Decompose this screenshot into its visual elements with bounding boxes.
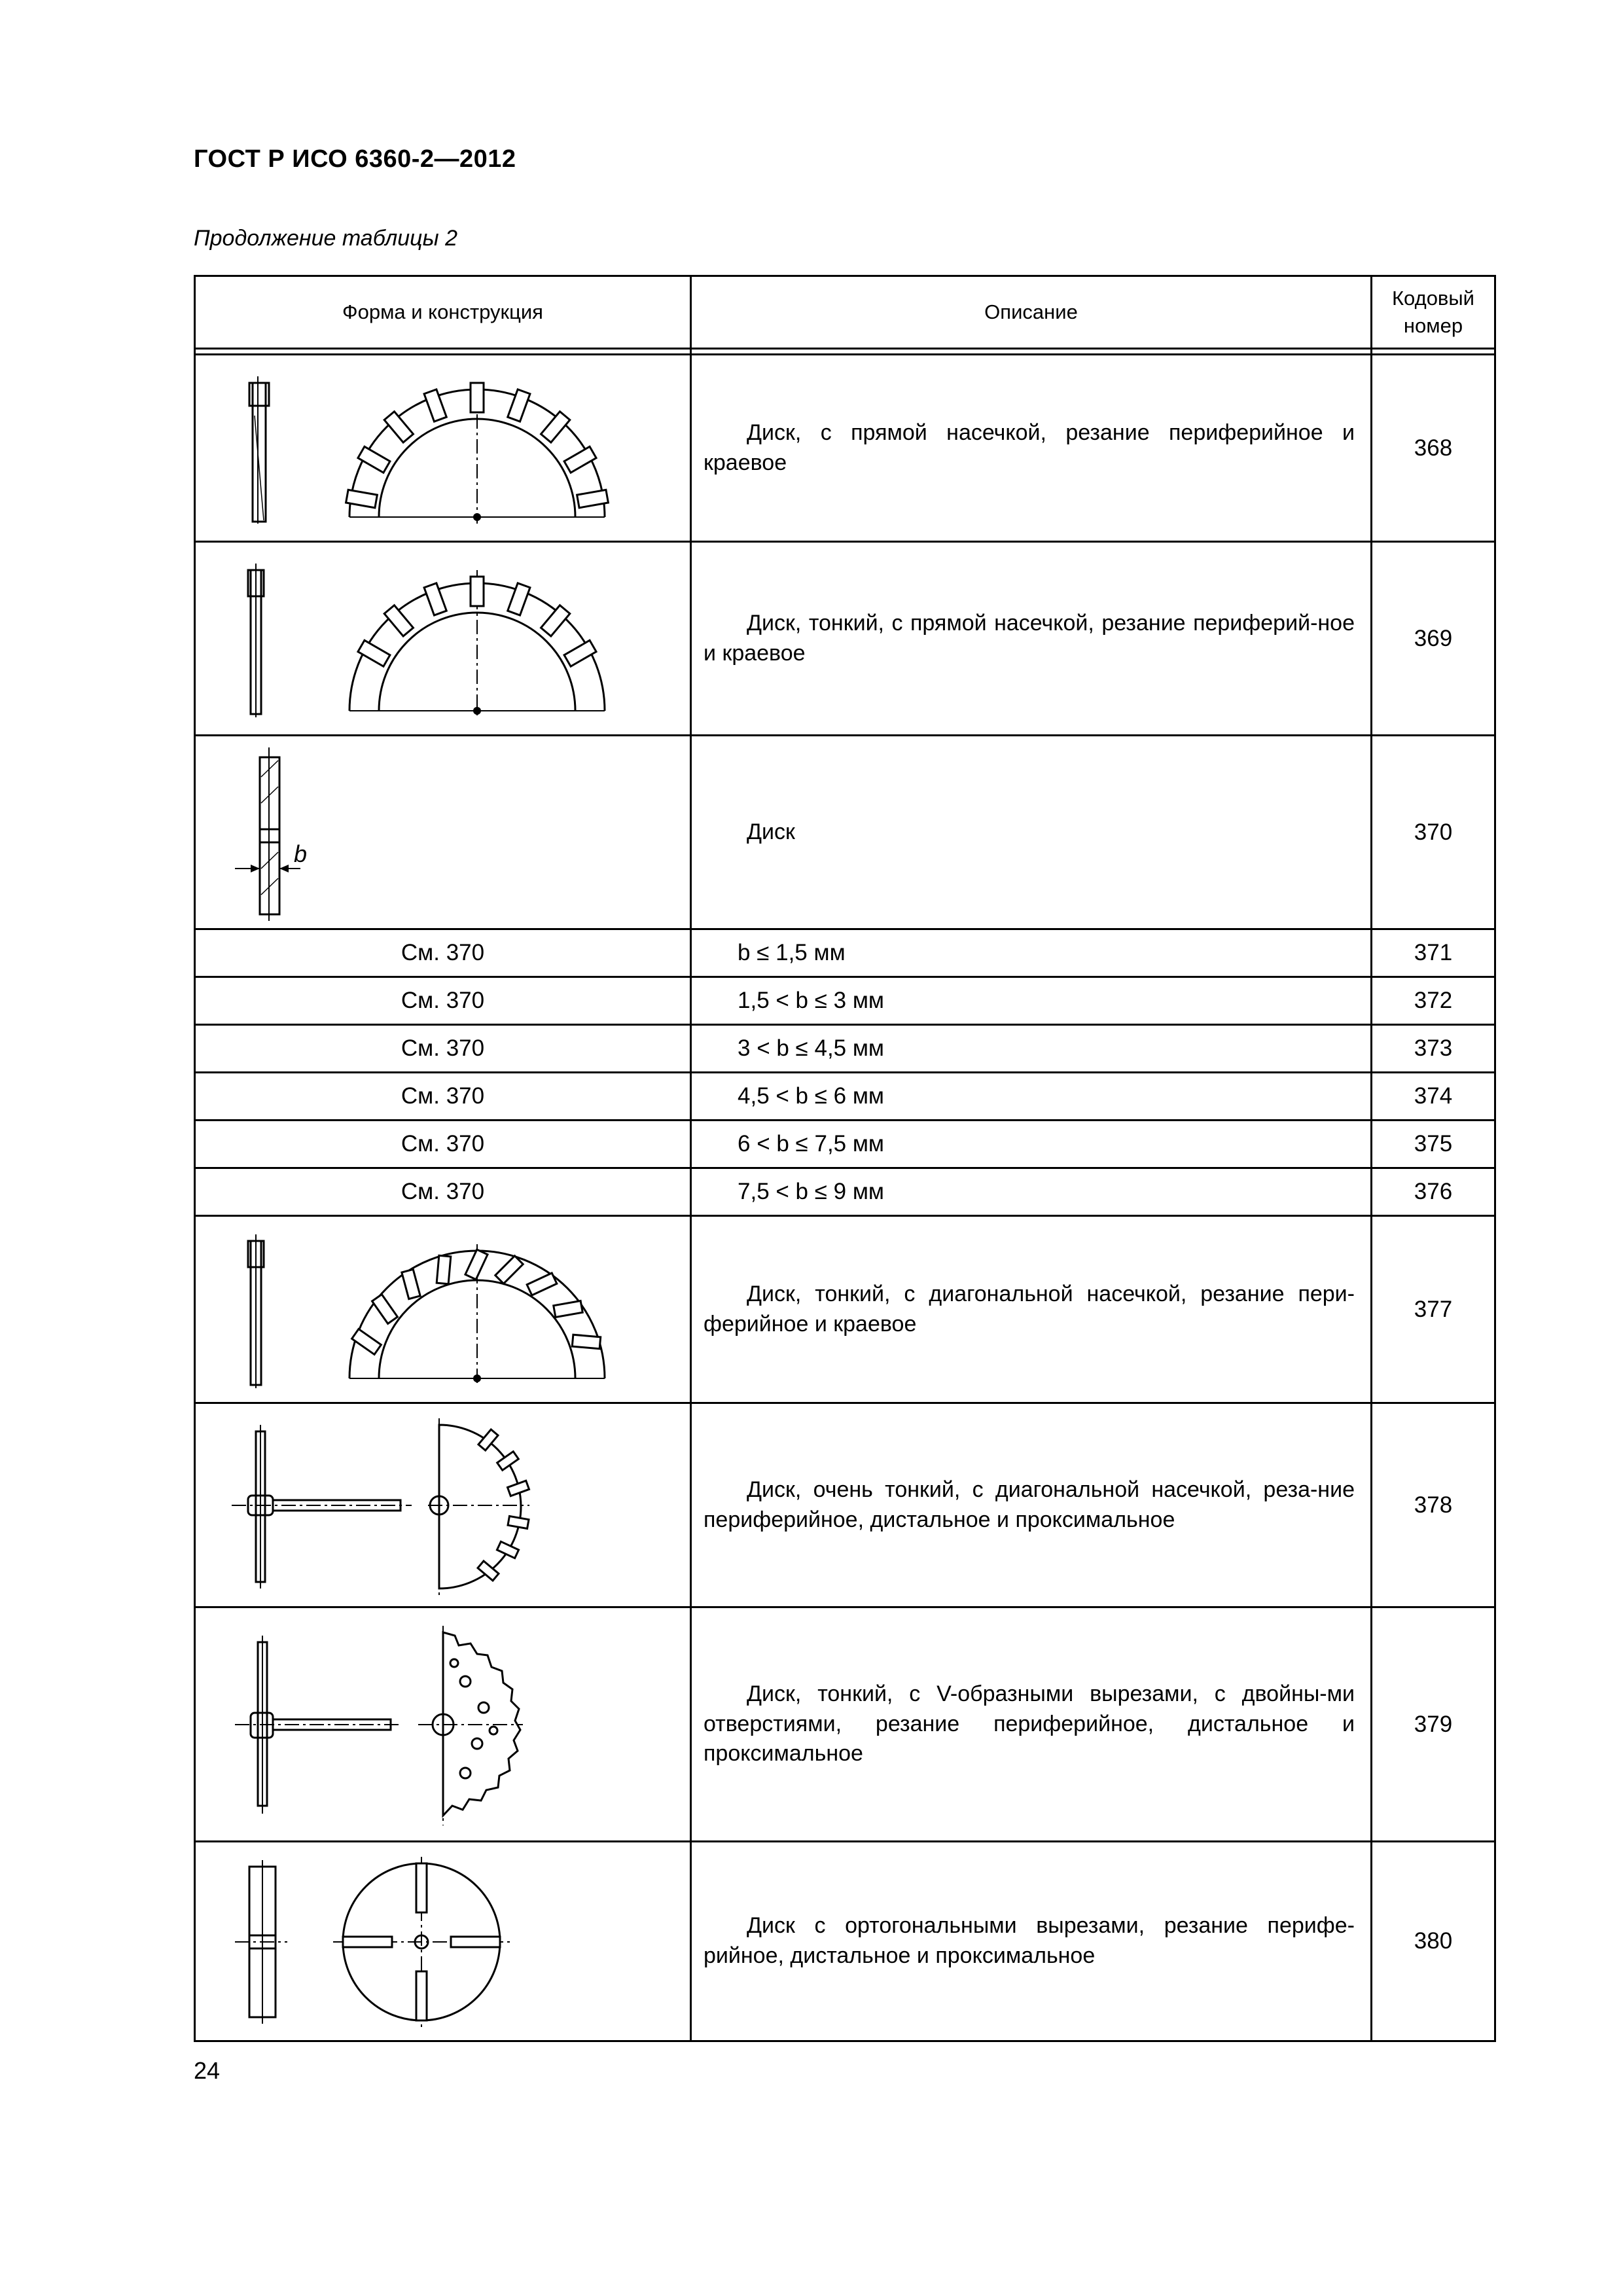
row-ref: См. 370	[195, 977, 691, 1025]
table-row	[195, 355, 1495, 542]
row-ref: См. 370	[195, 1073, 691, 1121]
table-row	[195, 929, 1495, 977]
header-code-line1: Кодовый	[1391, 287, 1474, 310]
row-description: b ≤ 1,5 мм	[691, 929, 1372, 977]
table-row	[195, 1216, 1495, 1403]
figure-cell	[195, 1403, 691, 1607]
header-form: Форма и конструкция	[195, 276, 691, 349]
row-code: 368	[1372, 355, 1495, 542]
disc-thin-diagonal-notch-icon	[196, 1218, 688, 1401]
row-ref: См. 370	[195, 929, 691, 977]
figure-cell	[195, 542, 691, 736]
row-description: 6 < b ≤ 7,5 мм	[691, 1121, 1372, 1168]
table-row	[195, 1842, 1495, 2041]
row-code: 371	[1372, 929, 1495, 977]
header-description: Описание	[691, 276, 1372, 349]
row-description: 7,5 < b ≤ 9 мм	[691, 1168, 1372, 1216]
row-description: Диск	[691, 736, 1372, 929]
row-description: 3 < b ≤ 4,5 мм	[691, 1025, 1372, 1073]
row-code: 374	[1372, 1073, 1495, 1121]
table-row	[195, 1121, 1495, 1168]
table-row	[195, 977, 1495, 1025]
disc-section-icon	[196, 738, 688, 927]
header-separator	[195, 349, 1495, 355]
standard-title: ГОСТ Р ИСО 6360-2—2012	[194, 145, 516, 173]
row-description: Диск с ортогональными вырезами, резание перифе-рийное, дистальное и проксимальное	[691, 1842, 1372, 2041]
row-description: 1,5 < b ≤ 3 мм	[691, 977, 1372, 1025]
figure-cell	[195, 1607, 691, 1842]
disc-very-thin-diagonal-notch-icon	[196, 1405, 688, 1605]
row-description: 4,5 < b ≤ 6 мм	[691, 1073, 1372, 1121]
row-code: 375	[1372, 1121, 1495, 1168]
row-code: 380	[1372, 1842, 1495, 2041]
disc-thin-straight-notch-icon	[196, 544, 688, 734]
table-row	[195, 542, 1495, 736]
table-row	[195, 1073, 1495, 1121]
disc-straight-notch-icon	[196, 357, 688, 540]
figure-cell	[195, 736, 691, 929]
table-header-row	[195, 276, 1495, 349]
page-number: 24	[194, 2057, 221, 2084]
row-ref: См. 370	[195, 1168, 691, 1216]
row-code: 373	[1372, 1025, 1495, 1073]
row-description: Диск, очень тонкий, с диагональной насечкой, реза-ние периферийное, дистальное и проксимальное	[691, 1403, 1372, 1607]
table-row	[195, 736, 1495, 929]
row-code: 377	[1372, 1216, 1495, 1403]
figure-cell	[195, 1216, 691, 1403]
row-description: Диск, тонкий, с диагональной насечкой, резание пери-ферийное и краевое	[691, 1216, 1372, 1403]
header-code	[1372, 276, 1495, 349]
table-row	[195, 1168, 1495, 1216]
row-code: 379	[1372, 1607, 1495, 1842]
table-caption: Продолжение таблицы 2	[194, 226, 457, 251]
row-code: 369	[1372, 542, 1495, 736]
table-row	[195, 1607, 1495, 1842]
row-code: 376	[1372, 1168, 1495, 1216]
row-ref: См. 370	[195, 1025, 691, 1073]
header-code-line2: номер	[1403, 314, 1463, 337]
table-row	[195, 1025, 1495, 1073]
figure-cell	[195, 1842, 691, 2041]
figure-cell	[195, 355, 691, 542]
disc-v-cuts-double-holes-icon	[196, 1609, 688, 1840]
row-ref: См. 370	[195, 1121, 691, 1168]
row-description: Диск, тонкий, с V-образными вырезами, с двойны-ми отверстиями, резание периферийное, дистальное и проксимальное	[691, 1607, 1372, 1842]
row-description: Диск, тонкий, с прямой насечкой, резание периферий-ное и краевое	[691, 542, 1372, 736]
disc-orthogonal-cuts-icon	[196, 1844, 688, 2039]
codes-table	[194, 275, 1496, 2042]
row-code: 378	[1372, 1403, 1495, 1607]
row-code: 372	[1372, 977, 1495, 1025]
table-row	[195, 1403, 1495, 1607]
dimension-label-b: b	[294, 840, 308, 867]
row-code: 370	[1372, 736, 1495, 929]
row-description: Диск, с прямой насечкой, резание периферийное и краевое	[691, 355, 1372, 542]
